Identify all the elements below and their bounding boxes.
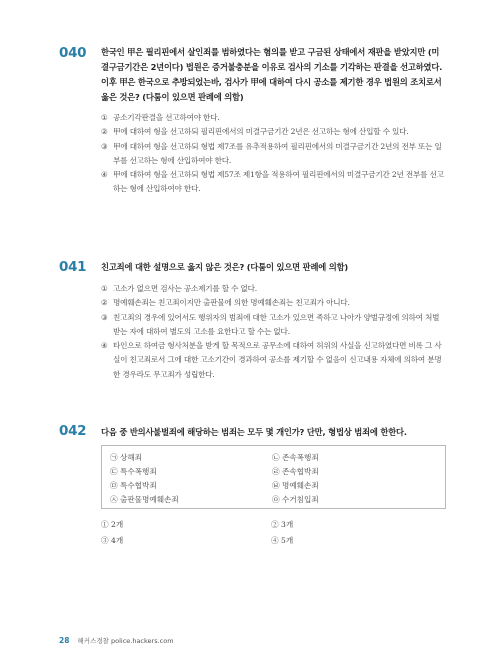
answer-option-3: ③ 4개 [101, 536, 124, 545]
option-4: ④ 甲에 대하여 형을 선고하되 형법 제57조 제1항을 적용하여 필리핀에서의 미결구금기간 2년 전부를 선고하는 형에 산입하여야 한다. [101, 170, 444, 194]
box-item: ㉤ 특수협박죄 [110, 481, 157, 490]
option-list [101, 282, 446, 382]
box-item: ㉦ 출판물명예훼손죄 [110, 495, 179, 504]
option-list [101, 111, 446, 197]
box-item: ㉢ 특수폭행죄 [110, 467, 157, 476]
option-1: ① 공소기각판결을 선고하여야 한다. [101, 113, 220, 122]
page-footer [59, 636, 174, 645]
option-2: ② 명예훼손죄는 친고죄이지만 출판물에 의한 명예훼손죄는 친고죄가 아니다. [101, 298, 350, 308]
question-stem: 한국인 甲은 필리핀에서 살인죄를 범하였다는 혐의를 받고 구금된 상태에서 재판을 받았지만 (미결구금기간은 2년이다) 법원은 증거불충분을 이유로 검사의 기소를 기각하는 판결을 선고하였다. 이후 甲은 한국으로 추방되었는바, 검사가 甲에 대하여 다시 공소를 제기한 경우 법원의 조치로서 옳은 것은? (다툼이 있으면 판례에 의함) [101, 47, 443, 102]
page-number: 28 [59, 636, 70, 645]
option-4: ④ 타인으로 하여금 형사처분을 받게 할 목적으로 공무소에 대하여 허위의 사실을 신고하였다면 비록 그 사실이 친고죄로서 그에 대한 고소기간이 경과하여 공소를 제기할 수 없음이 신고내용 자체에 의하여 분명한 경우라도 무고죄가 성립한다. [101, 341, 442, 379]
question-stem: 친고죄에 대한 설명으로 옳지 않은 것은? (다툼이 있으면 판례에 의함) [101, 262, 348, 272]
box-item: ㉣ 존속협박죄 [272, 467, 319, 476]
answer-option-1: ① 2개 [101, 520, 124, 529]
box-item: ㉥ 명예훼손죄 [272, 481, 319, 490]
box-item: ㉧ 수거침입죄 [272, 495, 319, 504]
option-1: ① 고소가 없으면 검사는 공소제기를 할 수 없다. [101, 284, 257, 293]
question-stem: 다음 중 반의사불벌죄에 해당하는 범죄는 모두 몇 개인가? 단만, 형법상 범죄에 한한다. [101, 427, 407, 437]
option-2: ② 甲에 대하여 형을 선고하되 필리핀에서의 미결구금기간 2년은 선고하는 형에 산입할 수 있다. [101, 127, 409, 137]
question-number: 042 [59, 423, 87, 439]
box-item: ㉡ 존속폭행죄 [272, 453, 319, 462]
footer-text: 해커스경찰 police.hackers.com [77, 637, 174, 645]
question-number: 041 [59, 259, 87, 275]
option-3: ③ 甲에 대하여 형을 선고하되 형법 제7조를 유추적용하여 필리핀에서의 미결구금기간 2년의 전부 또는 일부를 선고하는 형에 산입하여야 한다. [101, 141, 442, 165]
answer-option-4: ④ 5개 [271, 536, 294, 545]
question-number: 040 [59, 45, 87, 61]
answer-option-2: ② 3개 [271, 520, 294, 529]
option-3: ③ 친고죄의 경우에 있어서도 행위자의 범죄에 대한 고소가 있으면 족하고 나아가 양벌규정에 의하여 처벌받는 자에 대하여 별도의 고소를 요한다고 할 수는 없다. [101, 312, 440, 336]
box-item: ㉠ 상해죄 [110, 453, 143, 462]
choice-box [101, 445, 446, 509]
